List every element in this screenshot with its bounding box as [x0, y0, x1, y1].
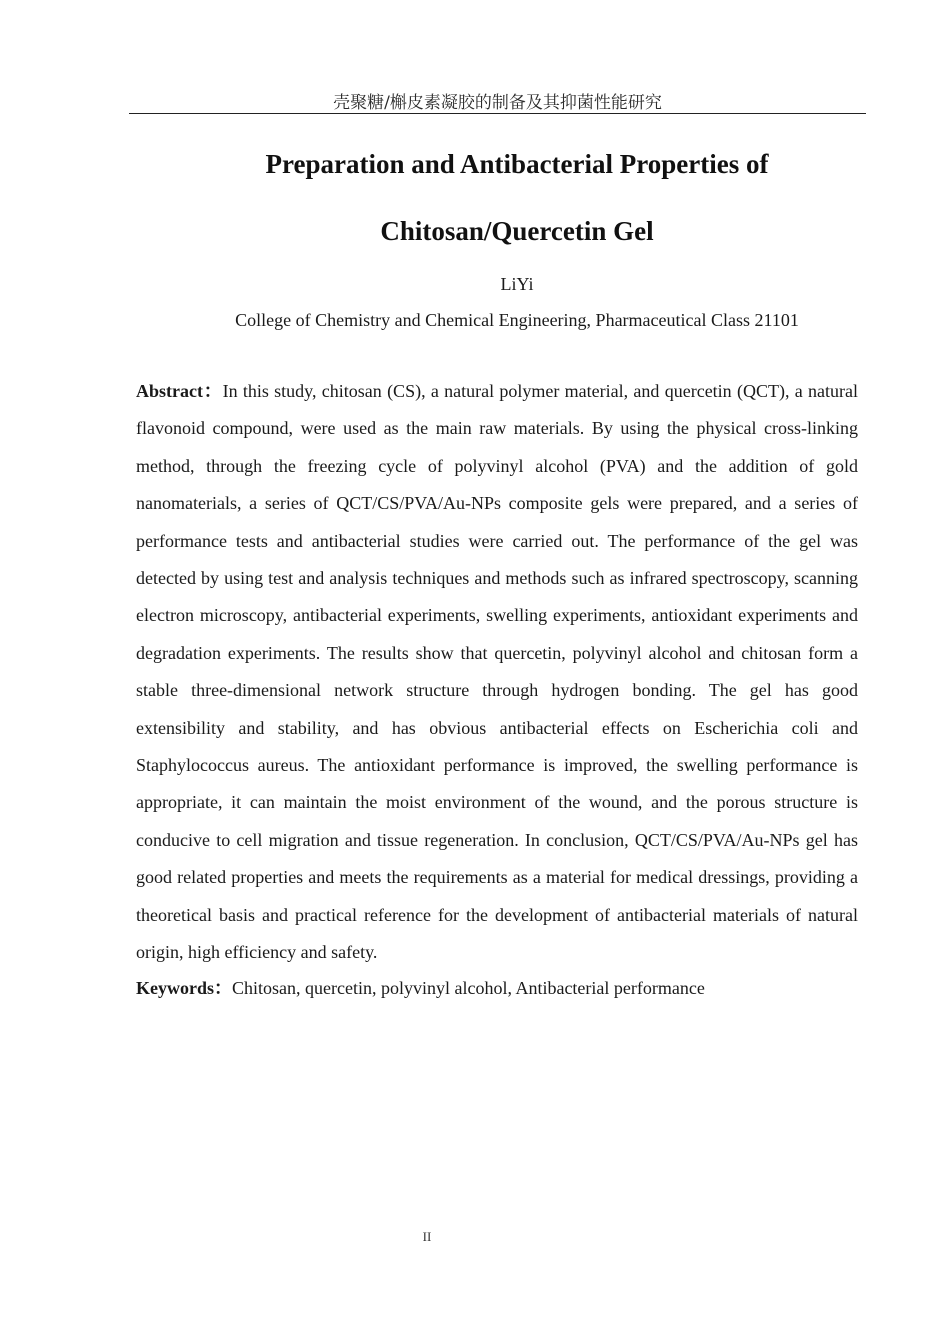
running-header: 壳聚糖/槲皮素凝胶的制备及其抑菌性能研究	[129, 92, 866, 114]
paper-title-line-1: Preparation and Antibacterial Properties of	[265, 149, 769, 179]
keywords-text: Chitosan, quercetin, polyvinyl alcohol, Antibacterial performance	[232, 978, 705, 998]
page-number: II	[422, 1229, 432, 1244]
paper-title-line-2: Chitosan/Quercetin Gel	[380, 216, 654, 246]
abstract-paragraph	[136, 373, 858, 972]
abstract-text: In this study, chitosan (CS), a natural polymer material, and quercetin (QCT), a natural flavonoid compound, were used as the main raw materials. By using the physical cross-linking method, through the freezing cycle of polyvinyl alcohol (PVA) and the addition of gold nanomaterials, a series of QCT/CS/PVA/Au-NPs composite gels were prepared, and a series of performance tests and antibacterial studies were carried out. The performance of the gel was detected by using test and analysis techniques and methods such as infrared spectroscopy, scanning electron microscopy, antibacterial experiments, swelling experiments, antioxidant experiments and degradation experiments. The results show that quercetin, polyvinyl alcohol and chitosan form a stable three-dimensional network structure through hydrogen bonding. The gel has good extensibility and stability, and has obvious antibacterial effects on Escherichia coli and Staphylococcus aureus. The antioxidant performance is improved, the swelling performance is appropriate, it can maintain the moist environment of the wound, and the porous structure is conducive to cell migration and tissue regeneration. In conclusion, QCT/CS/PVA/Au-NPs gel has good related properties and meets the requirements as a material for medical dressings, providing a theoretical basis and practical reference for the development of antibacterial materials of natural origin, high efficiency and safety.	[136, 381, 859, 963]
author-affiliation: College of Chemistry and Chemical Engineering, Pharmaceutical Class 21101	[235, 310, 799, 330]
author-name: LiYi	[500, 274, 534, 294]
keywords-label: Keywords：	[136, 978, 232, 998]
keywords-paragraph	[136, 970, 858, 1007]
abstract-label: Abstract：	[136, 381, 223, 401]
